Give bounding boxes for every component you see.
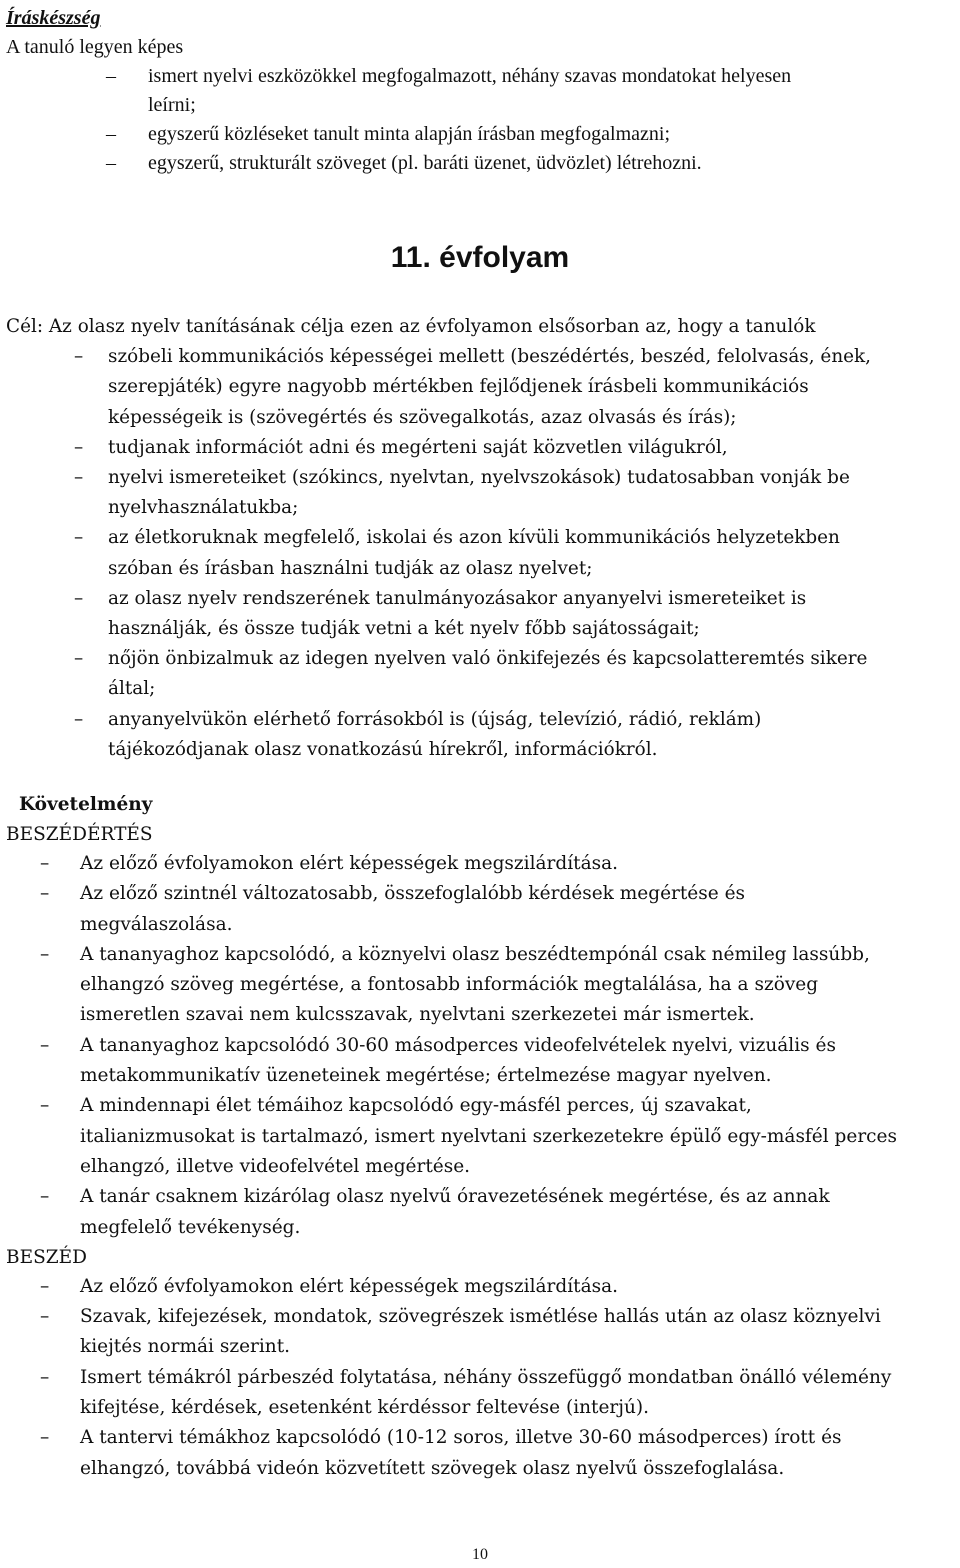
list-item [0, 1302, 960, 1363]
cel-list [6, 342, 956, 765]
list-item-line: kifejtése, kérdések, esetenként kérdéssor feltevése (interjú). [80, 1397, 650, 1419]
list-item-line: – az olasz nyelv rendszerének tanulmányozásakor anyanyelvi ismereteiket is [108, 587, 807, 609]
list-item-line: szerepjáték) egyre nagyobb mértékben fejlődjenek írásbeli kommunikációs [108, 376, 809, 398]
list-item-line: elhangzó szöveg megértése, a fontosabb információk megtalálása, ha a szöveg [80, 974, 819, 996]
list-item-line: – szóbeli kommunikációs képességei mellett (beszédértés, beszéd, felolvasás, ének, [108, 346, 872, 368]
list-item [0, 940, 960, 1031]
list-item [0, 1423, 960, 1484]
list-item-line: használják, és össze tudják vetni a két nyelv főbb sajátosságait; [108, 618, 700, 640]
list-item-line: – A tananyaghoz kapcsolódó, a köznyelvi olasz beszédtempónál csak némileg lassúbb, [80, 943, 870, 965]
list-item-line: nyelvhasználatukba; [108, 497, 299, 519]
list-item [6, 149, 956, 178]
list-item-line: – egyszerű, strukturált szöveget (pl. baráti üzenet, üdvözlet) létrehozni. [148, 152, 702, 174]
list-item-line: – Az előző évfolyamokon elért képességek megszilárdítása. [80, 1275, 619, 1297]
list-item-line: szóban és írásban használni tudják az olasz nyelvet; [108, 557, 593, 579]
list-item-line: – A tananyaghoz kapcsolódó 30-60 másodperces videofelvételek nyelvi, vizuális és [80, 1034, 836, 1056]
list-item-line: tájékozódjanak olasz vonatkozású hírekről, információkról. [108, 738, 658, 760]
beszedertes-list [0, 849, 960, 1243]
list-item [6, 523, 956, 583]
iras-list [6, 62, 956, 178]
list-item [6, 584, 956, 644]
kovetelmeny-section [0, 790, 960, 1484]
list-item [6, 463, 956, 523]
list-item-line: által; [108, 678, 156, 700]
list-item [0, 849, 960, 879]
list-item-line: – tudjanak információt adni és megérteni saját közvetlen világukról, [108, 436, 728, 458]
list-item-line: – Szavak, kifejezések, mondatok, szövegrészek ismétlése hallás után az olasz köznyelvi [80, 1306, 881, 1328]
list-item-line: elhangzó, továbbá videón közvetített szövegek olasz nyelvű összefoglalása. [80, 1457, 785, 1479]
list-item [0, 1091, 960, 1182]
section-title: Íráskészség [6, 7, 101, 29]
beszedertes-heading: BESZÉDÉRTÉS [6, 824, 153, 845]
list-item [0, 1363, 960, 1424]
list-item-line: – A tantervi témákhoz kapcsolódó (10-12 soros, illetve 30-60 másodperces) írott és [80, 1427, 842, 1449]
grade-heading: 11. évfolyam [390, 241, 570, 274]
list-item-line: megfelelő tevékenység. [80, 1216, 301, 1238]
list-item-line: képességeik is (szövegértés és szövegalkotás, azaz olvasás és írás); [108, 406, 737, 428]
list-item [6, 705, 956, 765]
list-item-line: megválaszolása. [80, 913, 233, 935]
iraskeszseg-section [6, 4, 956, 178]
list-item-line: – ismert nyelvi eszközökkel megfogalmazott, néhány szavas mondatokat helyesen [148, 65, 792, 87]
list-item-line: italianizmusokat is tartalmazó, ismert nyelvtani szerkezetekre épülő egy-másfél perces [80, 1125, 897, 1147]
list-item-line: – az életkoruknak megfelelő, iskolai és azon kívüli kommunikációs helyzetekben [108, 527, 840, 549]
list-item [6, 644, 956, 704]
list-item [0, 1182, 960, 1243]
list-item-line: kiejtés normái szerint. [80, 1336, 291, 1358]
list-item-line: elhangzó, illetve videofelvétel megértése. [80, 1155, 471, 1177]
list-item-line: – A mindennapi élet témáihoz kapcsolódó egy-másfél perces, új szavakat, [80, 1095, 752, 1117]
list-item [0, 879, 960, 940]
list-item [0, 1272, 960, 1302]
page-number: 10 [472, 1546, 488, 1563]
list-item-line: – nőjön önbizalmuk az idegen nyelven való önkifejezés és kapcsolatteremtés sikere [108, 648, 868, 670]
list-item-line: metakommunikatív üzeneteinek megértése; értelmezése magyar nyelven. [80, 1065, 772, 1087]
beszed-heading: BESZÉD [6, 1246, 87, 1268]
cel-intro: Cél: Az olasz nyelv tanításának célja ezen az évfolyamon elsősorban az, hogy a tanulók [6, 316, 816, 337]
section-intro: A tanuló legyen képes [6, 36, 184, 58]
cel-section [6, 312, 956, 765]
list-item-line: – nyelvi ismereteiket (szókincs, nyelvtan, nyelvszokások) tudatosabban vonják be [108, 467, 850, 489]
list-item [6, 120, 956, 149]
list-item-line: – Az előző évfolyamokon elért képességek megszilárdítása. [80, 853, 619, 874]
list-item [6, 62, 956, 120]
list-item [6, 342, 956, 433]
list-item-line: – egyszerű közléseket tanult minta alapján írásban megfogalmazni; [148, 123, 671, 145]
list-item-line: – anyanyelvükön elérhető forrásokból is (újság, televízió, rádió, reklám) [108, 708, 762, 730]
list-item-line: – Ismert témákról párbeszéd folytatása, néhány összefüggő mondatban önálló vélemény [80, 1366, 892, 1388]
list-item [0, 1031, 960, 1092]
list-item-line: leírni; [148, 94, 196, 116]
kovetelmeny-heading: Követelmény [19, 794, 153, 815]
beszed-list [0, 1272, 960, 1484]
list-item-line: – Az előző szintnél változatosabb, összefoglalóbb kérdések megértése és [80, 883, 746, 905]
list-item [6, 433, 956, 463]
list-item-line: – A tanár csaknem kizárólag olasz nyelvű óravezetésének megértése, és az annak [80, 1186, 830, 1208]
list-item-line: ismeretlen szavai nem kulcsszavak, nyelvtani szerkezetei már ismertek. [80, 1004, 755, 1026]
